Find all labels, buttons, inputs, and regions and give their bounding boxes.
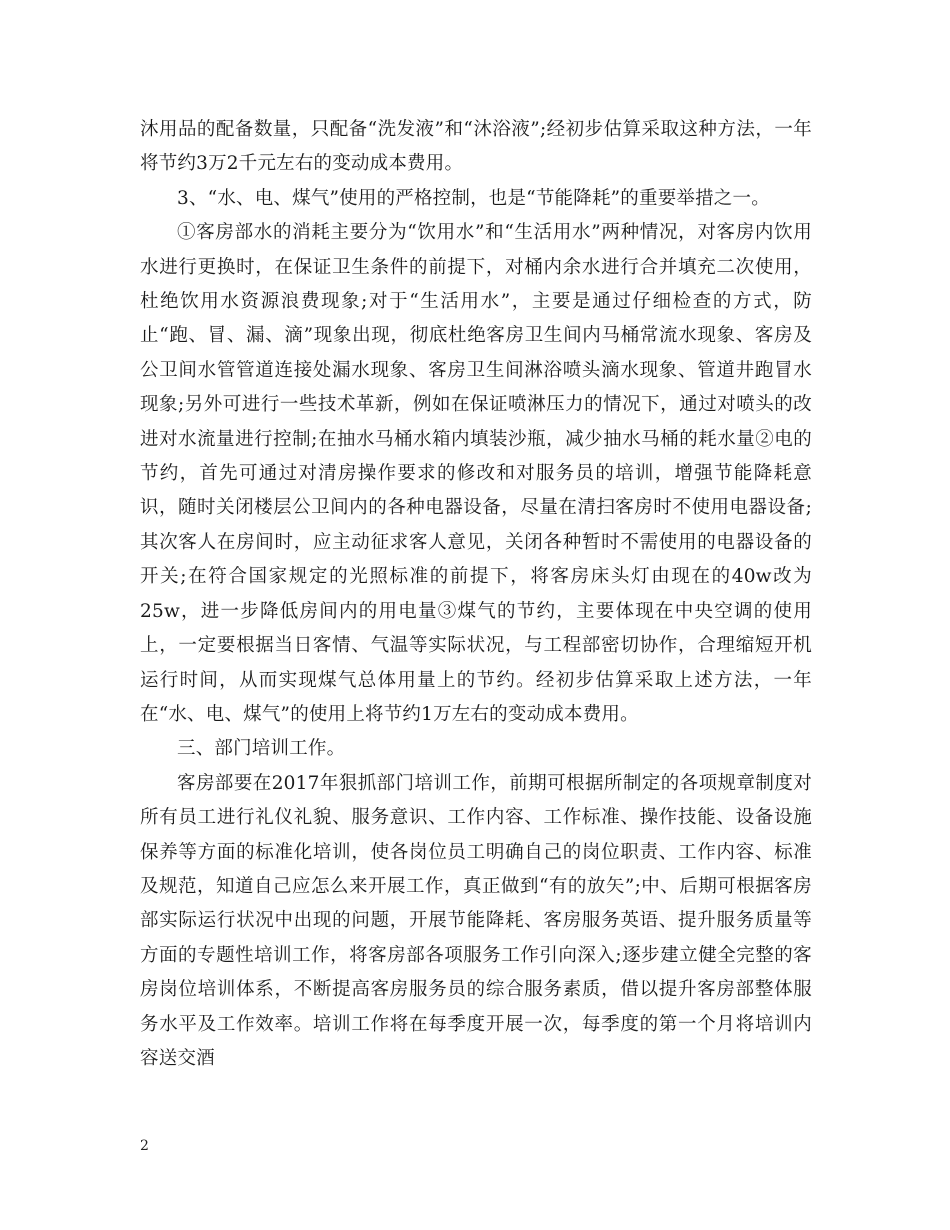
paragraph-amenities-savings: 沐用品的配备数量，只配备“洗发液”和“沐浴液”;经初步估算采取这种方法，一年将节约3万2千元左右的变动成本费用。 — [140, 119, 812, 175]
page-number: 2 — [140, 1138, 149, 1154]
document-body — [140, 113, 812, 1076]
paragraph-training-plan: 客房部要在2017年狠抓部门培训工作，前期可根据所制定的各项规章制度对所有员工进行礼仪礼貌、服务意识、工作内容、工作标准、操作技能、设备设施保养等方面的标准化培训，使各岗位员工明确自己的岗位职责、工作内容、标准及规范，知道自己应怎么来开展工作，真正做到“有的放矢”;中、后期可根据客房部实际运行状况中出现的问题，开展节能降耗、客房服务英语、提升服务质量等方面的专题性培训工作，将客房部各项服务工作引向深入;逐步建立健全完整的客房岗位培训体系，不断提高客房服务员的综合服务素质，借以提升客房部整体服务水平及工作效率。培训工作将在每季度开展一次，每季度的第一个月将培训内容送交酒 — [140, 772, 812, 1069]
paragraph-water-electric-gas: ①客房部水的消耗主要分为“饮用水”和“生活用水”两种情况，对客房内饮用水进行更换时，在保证卫生条件的前提下，对桶内余水进行合并填充二次使用，杜绝饮用水资源浪费现象;对于“生活用水”，主要是通过仔细检查的方式，防止“跑、冒、漏、滴”现象出现，彻底杜绝客房卫生间内马桶常流水现象、客房及公卫间水管管道连接处漏水现象、客房卫生间淋浴喷头滴水现象、管道井跑冒水现象;另外可进行一些技术革新，例如在保证喷淋压力的情况下，通过对喷头的改进对水流量进行控制;在抽水马桶水箱内填装沙瓶，减少抽水马桶的耗水量②电的节约，首先可通过对清房操作要求的修改和对服务员的培训，增强节能降耗意识，随时关闭楼层公卫间内的各种电器设备，尽量在清扫客房时不使用电器设备;其次客人在房间时，应主动征求客人意见，关闭各种暂时不需使用的电器设备的开关;在符合国家规定的光照标准的前提下，将客房床头灯由现在的40w改为25w，进一步降低房间内的用电量③煤气的节约，主要体现在中央空调的使用上，一定要根据当日客情、气温等实际状况，与工程部密切协作，合理缩短开机运行时间，从而实现煤气总体用量上的节约。经初步估算采取上述方法，一年在“水、电、煤气”的使用上将节约1万左右的变动成本费用。 — [140, 222, 812, 725]
section-heading-training: 三、部门培训工作。 — [177, 738, 346, 760]
paragraph-utilities-heading: 3、“水、电、煤气”使用的严格控制，也是“节能降耗”的重要举措之一。 — [177, 187, 770, 209]
